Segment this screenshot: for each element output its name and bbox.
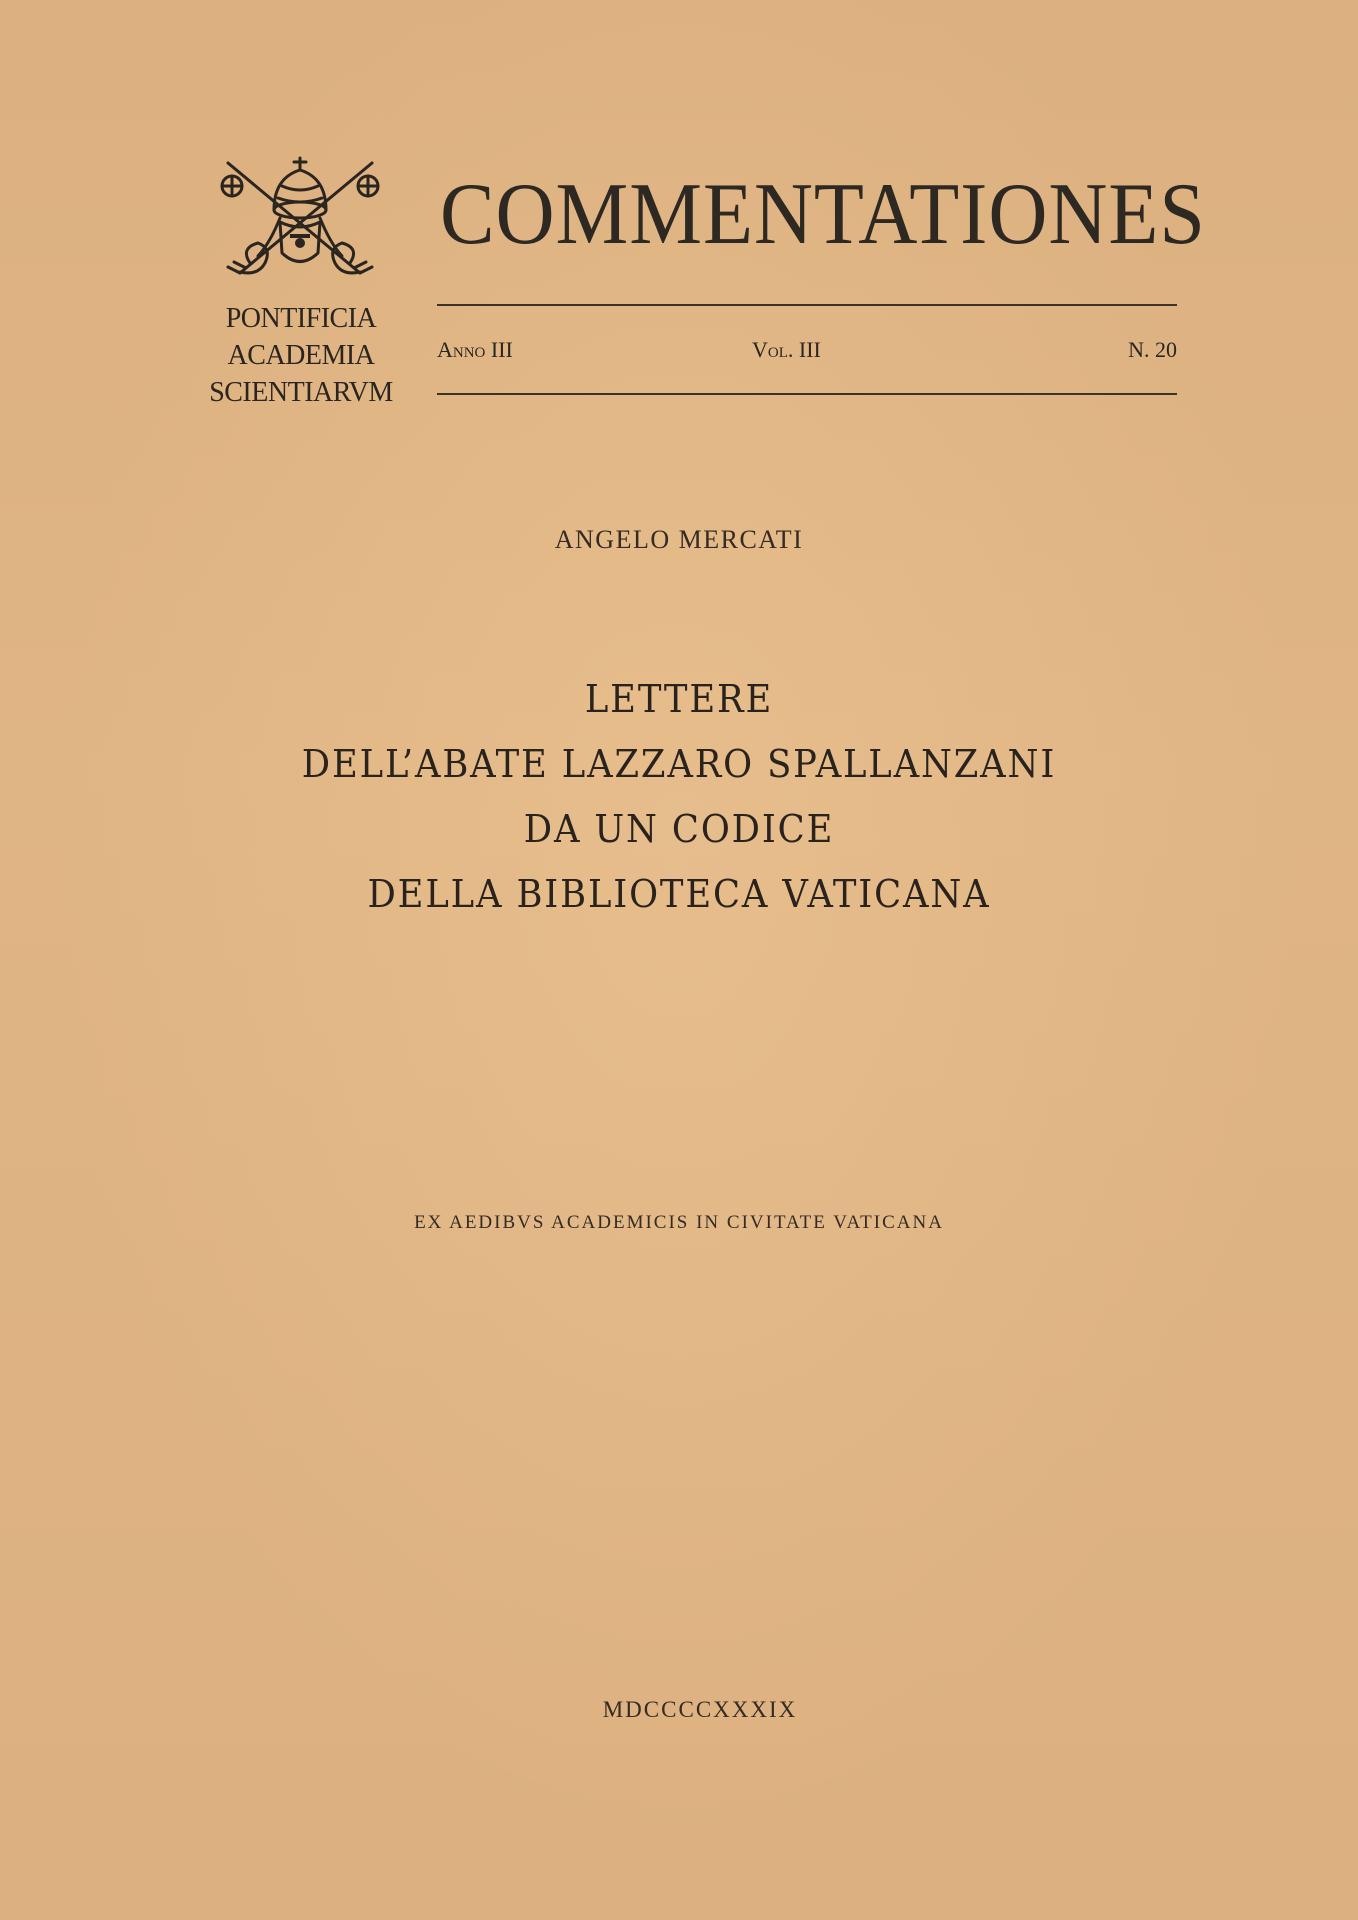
masthead-rule-bottom xyxy=(437,393,1177,395)
academy-name xyxy=(196,300,406,411)
journal-title: COMMENTATIONES xyxy=(440,166,1206,263)
title-line-1: LETTERE xyxy=(584,677,774,721)
academy-line-2: ACADEMIA xyxy=(227,340,375,371)
title-line-2: DELL’ABATE LAZZARO SPALLANZANI xyxy=(301,742,1057,786)
title-line-4: DELLA BIBLIOTECA VATICANA xyxy=(367,872,991,916)
academy-line-3: SCIENTIARVM xyxy=(209,377,393,408)
issue-volume: Vol. III xyxy=(752,337,821,362)
masthead-rule-top xyxy=(437,304,1177,306)
publisher-imprint: EX AEDIBVS ACADEMICIS IN CIVITATE VATICANA xyxy=(414,1212,944,1233)
publication-year: MDCCCCXXXIX xyxy=(602,1697,798,1722)
academy-line-1: PONTIFICIA xyxy=(225,303,377,334)
issue-number: N. 20 xyxy=(1128,337,1177,362)
title-line-3: DA UN CODICE xyxy=(523,807,835,851)
document-title xyxy=(0,667,1358,927)
papal-coat-of-arms-icon xyxy=(210,148,390,298)
issue-year: Anno III xyxy=(437,337,513,362)
author-name: ANGELO MERCATI xyxy=(554,525,804,554)
